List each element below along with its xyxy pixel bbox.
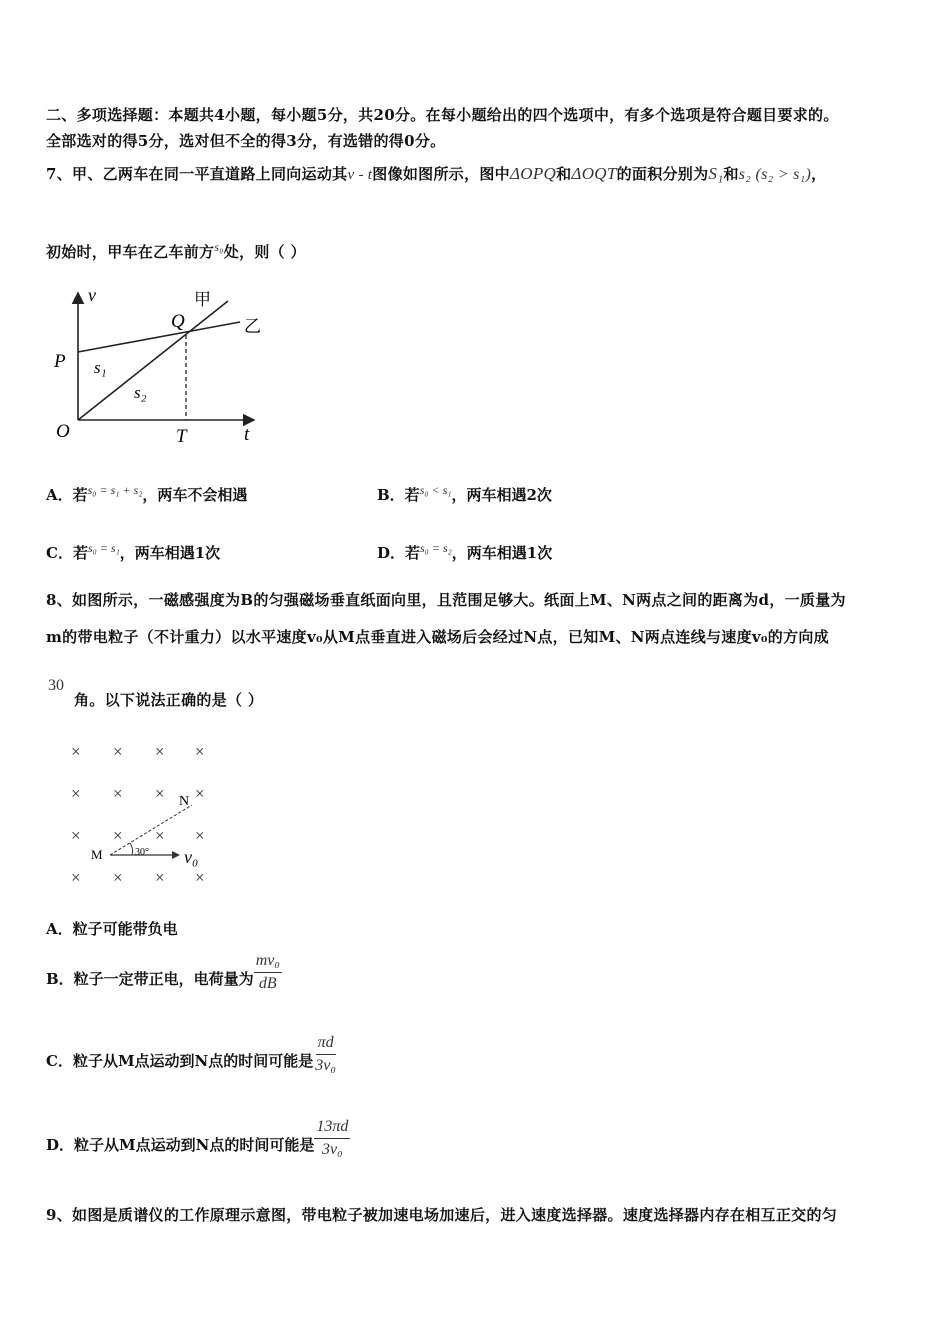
q7-label-t: t (244, 424, 250, 445)
q7-label-jia: 甲 (194, 290, 211, 309)
q8-option-d-fraction (314, 1118, 350, 1159)
field-cross: × (113, 826, 123, 845)
q7-s0: s₀ (214, 240, 224, 254)
q7-stem-line2 (46, 240, 306, 262)
q7-option-d[interactable] (377, 541, 552, 563)
q7-and2: 和 (723, 165, 739, 183)
field-cross: × (113, 784, 123, 803)
q7-stem-c: 的面积分别为 (616, 165, 709, 183)
q8-option-b-fraction (254, 952, 282, 993)
q7-and1: 和 (556, 165, 572, 183)
q7-stem-line1 (46, 163, 826, 184)
q7-option-d-label: D．若 (377, 544, 421, 562)
q7-label-O: O (56, 421, 70, 442)
q7-stem-d: 初始时，甲车在乙车前方 (46, 243, 215, 261)
q7-option-d-text: ，两车相遇1次 (451, 544, 553, 562)
q7-option-a-math: s₀ = s₁ + s₂ (87, 483, 143, 497)
q7-label-yi: 乙 (244, 317, 261, 336)
q7-tri1: ΔOPQ (509, 164, 557, 183)
section-scoring: 全部选对的得5分，选对但不全的得3分，有选错的得0分。 (46, 132, 446, 150)
q7-label-T: T (176, 426, 187, 447)
field-cross: × (155, 826, 165, 845)
q7-vt: v - t (347, 167, 373, 183)
q7-line-yi (78, 322, 240, 352)
q8-angle-value: 30 (48, 677, 64, 694)
q8-option-a[interactable]: A．粒子可能带负电 (46, 920, 178, 938)
q8-option-b-den: dB (258, 975, 277, 992)
q7-label-s1: s₁ (94, 358, 107, 377)
field-cross: × (113, 742, 123, 761)
q7-label-v: v (88, 285, 96, 305)
q7-s2expr: s₂ (s₂ > s₁) (738, 166, 812, 183)
q8-velocity-arrowhead (172, 851, 180, 859)
q7-option-a-label: A．若 (46, 486, 88, 504)
q7-s1: S₁ (708, 164, 724, 183)
q8-option-c-text: C．粒子从M点运动到N点的时间可能是 (46, 1052, 314, 1070)
q8-field-figure (64, 735, 234, 895)
q8-label-M: M (91, 847, 103, 862)
q7-option-b-math: s₀ < s₁ (419, 483, 452, 497)
q7-option-b[interactable] (377, 483, 552, 505)
q8-option-c[interactable] (46, 1034, 338, 1075)
field-cross: × (71, 826, 81, 845)
field-cross: × (71, 742, 81, 761)
q7-option-b-label: B．若 (377, 486, 420, 504)
q7-label-Q: Q (171, 311, 185, 332)
q7-tri2: ΔOQT (571, 164, 617, 183)
field-cross: × (71, 868, 81, 887)
field-cross: × (155, 868, 165, 887)
q8-option-b-num: mv₀ (254, 952, 282, 973)
q7-option-b-text: ，两车相遇2次 (451, 486, 552, 504)
q8-stem-line1: 8、如图所示，一磁感强度为B的匀强磁场垂直纸面向里，且范围足够大。纸面上M、N两点之间的距离为d，一质量为 (46, 591, 846, 609)
field-cross: × (195, 868, 205, 887)
q7-comma: ， (811, 165, 827, 183)
q7-vt-graph (44, 285, 284, 450)
q8-label-angle: 30° (135, 847, 149, 858)
field-cross: × (155, 742, 165, 761)
q7-option-c-math: s₀ = s₁ (87, 541, 120, 555)
q7-option-d-math: s₀ = s₂ (420, 541, 452, 555)
q9-stem-line1: 9、如图是质谱仪的工作原理示意图，带电粒子被加速电场加速后，进入速度选择器。速度选择器内存在相互正交的匀 (46, 1206, 838, 1224)
q7-option-c-label: C．若 (46, 544, 88, 562)
field-cross: × (195, 784, 205, 803)
q7-option-c-text: ，两车相遇1次 (119, 544, 221, 562)
q8-option-d-den: 3v₀ (322, 1141, 343, 1158)
q8-label-v0: v₀ (184, 847, 199, 867)
q8-label-N: N (179, 794, 190, 809)
field-cross: × (71, 784, 81, 803)
q8-option-b[interactable] (46, 952, 282, 993)
q7-label-s2: s₂ (134, 383, 147, 402)
section-heading: 二、多项选择题：本题共4小题，每小题5分，共20分。在每小题给出的四个选项中，有多个选项是符合题目要求的。 (46, 106, 839, 124)
field-cross: × (195, 742, 205, 761)
q8-option-b-text: B．粒子一定带正电，电荷量为 (46, 970, 254, 988)
q8-angle-arc (130, 843, 133, 855)
q7-label-P: P (54, 351, 66, 372)
q7-stem-a: 7、甲、乙两车在同一平直道路上同向运动其 (46, 165, 348, 183)
q8-option-c-den: 3v₀ (315, 1057, 336, 1074)
field-cross: × (113, 868, 123, 887)
field-cross: × (195, 826, 205, 845)
q7-stem-e: 处，则（ ） (223, 243, 306, 261)
q7-option-a[interactable] (46, 483, 247, 505)
q8-option-d-text: D．粒子从M点运动到N点的时间可能是 (46, 1136, 315, 1154)
q7-option-c[interactable] (46, 541, 220, 563)
q8-option-d-num: 13πd (314, 1118, 350, 1139)
q7-option-a-text: ，两车不会相遇 (142, 486, 248, 504)
field-cross: × (155, 784, 165, 803)
q8-option-c-fraction (313, 1034, 338, 1075)
q8-option-d[interactable] (46, 1118, 350, 1159)
q7-stem-b: 图像如图所示，图中 (372, 165, 510, 183)
q8-stem-line3: 角。以下说法正确的是（ ） (74, 691, 264, 709)
q8-stem-line2: m的带电粒子（不计重力）以水平速度v₀从M点垂直进入磁场后会经过N点，已知M、N两点连线与速度v₀的方向成 (46, 628, 829, 646)
q8-option-c-num: πd (316, 1034, 336, 1055)
